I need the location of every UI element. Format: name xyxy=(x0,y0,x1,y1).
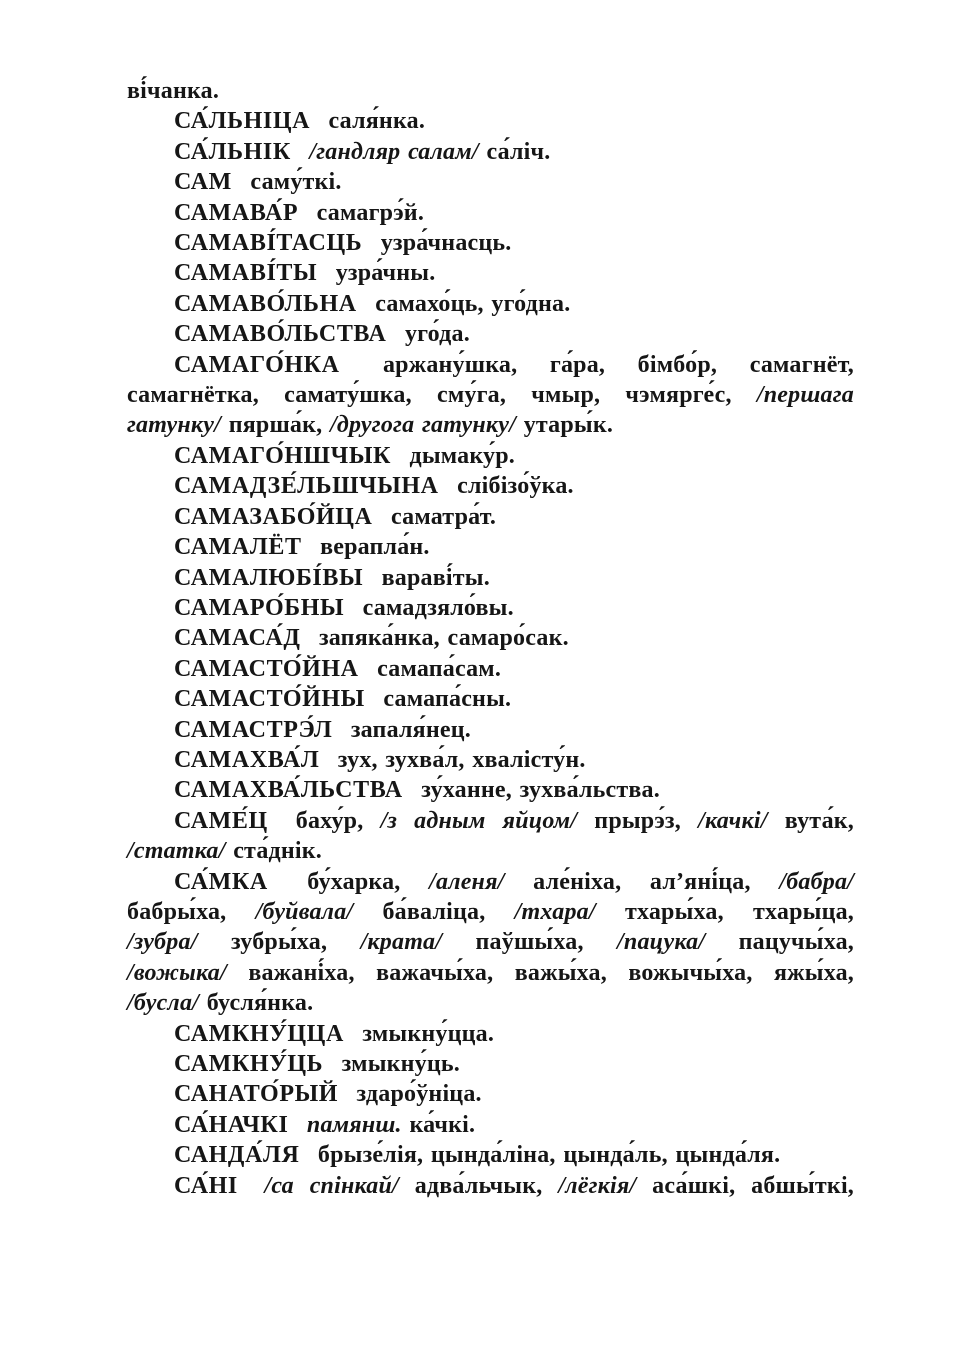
headword: САМАЛЁТ xyxy=(174,534,302,561)
headword: САМАГО́НШЧЫК xyxy=(174,442,391,469)
entry-line xyxy=(127,1049,854,1079)
entry-line xyxy=(127,806,854,836)
gloss-text: запаля́нец. xyxy=(350,716,471,743)
entry-line xyxy=(127,897,854,927)
entry-line xyxy=(127,380,854,410)
gloss-text: ста́днік. xyxy=(233,838,323,865)
gloss-text: вута́к, xyxy=(784,807,855,834)
gloss-text: запяка́нка, самаро́сак. xyxy=(318,625,569,652)
usage-context-label: /са спінкай/ xyxy=(264,1172,399,1199)
usage-context-label: /з адным яйцом/ xyxy=(380,807,578,834)
gloss-text: ка́чкі. xyxy=(409,1111,476,1138)
entry-line xyxy=(127,593,854,623)
entry-line xyxy=(127,1019,854,1049)
gloss-text: бусля́нка. xyxy=(206,990,314,1017)
gloss-text: важані́ха, важачы́ха, важы́ха, вожычы́ха, яжы́ха, xyxy=(248,959,855,986)
gloss-text: самахо́ць, уго́дна. xyxy=(375,290,571,317)
usage-context-label: гатунку/ xyxy=(127,412,221,439)
usage-context-label: /першага xyxy=(756,382,855,409)
usage-context-label: /крата/ xyxy=(360,929,443,956)
entry-line xyxy=(127,867,854,897)
gloss-text: змыкну́цца. xyxy=(362,1020,495,1047)
gloss-text: саля́нка. xyxy=(328,108,426,135)
headword: САМКНУ́ЦЬ xyxy=(174,1051,324,1077)
usage-context-label: /качкі/ xyxy=(698,807,768,834)
usage-context-label: /зубра/ xyxy=(127,929,198,956)
gloss-text: аса́шкі, абшы́ткі, xyxy=(652,1172,855,1199)
entry-line xyxy=(127,228,854,258)
gloss-text: вараві́ты. xyxy=(381,564,490,591)
headword: САМАВІ́ТЫ xyxy=(174,260,318,287)
gloss-text: тхары́ха, тхары́ца, xyxy=(624,898,854,925)
entry-line xyxy=(127,471,854,501)
headword: САМАСА́Д xyxy=(174,625,301,652)
entry-line xyxy=(127,1171,854,1201)
gloss-text: але́ніха, ал’яні́ца, xyxy=(533,868,751,895)
headword: САМАВА́Р xyxy=(174,199,299,226)
entry-line xyxy=(127,289,854,319)
gloss-text: слібізо́ўка. xyxy=(457,473,574,500)
gloss-text: адва́льчык, xyxy=(414,1172,543,1199)
gloss-text: здаро́ўніца. xyxy=(356,1081,482,1108)
entry-line xyxy=(127,654,854,684)
gloss-text: самагнётка, самату́шка, сму́га, чмыр, чэмярге́с, xyxy=(127,382,732,409)
headword: САМАХВА́ЛЬСТВА xyxy=(174,777,403,804)
gloss-text: са́ліч. xyxy=(486,138,551,165)
entry-line xyxy=(127,1140,854,1170)
gloss-text: пацучы́ха, xyxy=(738,929,855,956)
headword: САМАХВА́Л xyxy=(174,746,320,773)
gloss-text: бабры́ха, xyxy=(127,898,227,925)
usage-context-label: /вожыка/ xyxy=(127,959,227,986)
gloss-text: саматра́т. xyxy=(391,503,497,530)
text-block xyxy=(127,76,854,1201)
headword: САМАВІ́ТАСЦЬ xyxy=(174,230,363,257)
usage-context-label: /бусла/ xyxy=(127,990,200,1017)
gloss-text: уго́да. xyxy=(404,321,470,348)
entry-line xyxy=(127,319,854,349)
gloss-text: дымаку́р. xyxy=(409,442,515,469)
entry-line xyxy=(127,1110,854,1140)
entry-line xyxy=(127,76,854,106)
gloss-text: пярша́к, xyxy=(228,412,323,439)
headword: САМАСТО́ЙНА xyxy=(174,655,359,682)
headword: САМАЗАБО́ЙЦА xyxy=(174,503,373,530)
headword: САМАЛЮБІ́ВЫ xyxy=(174,564,364,591)
gloss-text: ві́чанка. xyxy=(127,78,220,104)
entry-line xyxy=(127,836,854,866)
usage-context-label: /аленя/ xyxy=(429,868,505,895)
headword: САМАГО́НКА xyxy=(174,351,340,378)
gloss-text: змыкну́ць. xyxy=(341,1051,461,1077)
entry-line xyxy=(127,927,854,957)
entry-line xyxy=(127,988,854,1018)
usage-context-label: /другога гатунку/ xyxy=(330,412,516,439)
gloss-text: ба́валіца, xyxy=(382,898,486,925)
headword: САНДА́ЛЯ xyxy=(174,1142,300,1169)
gloss-text: узра́чны. xyxy=(335,260,436,287)
gloss-text: аржану́шка, га́ра, бімбо́р, самагнёт, xyxy=(382,351,854,378)
headword: САМАВО́ЛЬСТВА xyxy=(174,321,387,348)
gloss-text: узра́чнасць. xyxy=(380,230,512,257)
entry-line xyxy=(127,441,854,471)
headword: СА́НІ xyxy=(174,1172,238,1199)
usage-context-label: /статка/ xyxy=(127,838,226,865)
usage-context-label: /лёгкія/ xyxy=(558,1172,637,1199)
gloss-text: верапла́н. xyxy=(320,534,430,561)
entry-line xyxy=(127,684,854,714)
entry-line xyxy=(127,775,854,805)
entry-line xyxy=(127,745,854,775)
usage-context-label: /тхара/ xyxy=(514,898,596,925)
headword: САМАСТРЭ́Л xyxy=(174,716,333,743)
headword: САМАВО́ЛЬНА xyxy=(174,290,357,317)
entry-line xyxy=(127,258,854,288)
gloss-text: зубры́ха, xyxy=(230,929,328,956)
headword: СА́ЛЬНІК xyxy=(174,138,291,165)
entry-line xyxy=(127,532,854,562)
headword: САМКНУ́ЦЦА xyxy=(174,1020,344,1047)
entry-line xyxy=(127,623,854,653)
gloss-text: зух, зухва́л, хвалісту́н. xyxy=(337,746,586,773)
entry-line xyxy=(127,106,854,136)
gloss-text: самапа́сам. xyxy=(377,655,502,682)
headword: САМАСТО́ЙНЫ xyxy=(174,686,365,713)
entry-line xyxy=(127,137,854,167)
gloss-text: баху́р, xyxy=(295,807,364,834)
usage-context-label: /гандляр салам/ xyxy=(309,138,479,165)
entry-line xyxy=(127,563,854,593)
gloss-text: саму́ткі. xyxy=(250,169,342,196)
entry-line xyxy=(127,198,854,228)
gloss-text: бу́харка, xyxy=(307,868,401,895)
entry-line xyxy=(127,1079,854,1109)
headword: САМАРО́БНЫ xyxy=(174,594,345,621)
headword: СА́МКА xyxy=(174,868,268,895)
usage-context-label: /пацука/ xyxy=(617,929,706,956)
usage-context-label: /буйвала/ xyxy=(255,898,354,925)
gloss-text: самагрэ́й. xyxy=(316,199,425,226)
gloss-text: утары́к. xyxy=(523,412,614,439)
usage-context-label: /бабра/ xyxy=(779,868,855,895)
entry-line xyxy=(127,715,854,745)
entry-line xyxy=(127,410,854,440)
headword: СА́НАЧКІ xyxy=(174,1111,289,1138)
gloss-text: самапа́сны. xyxy=(383,686,512,713)
entry-line xyxy=(127,958,854,988)
gloss-text: самадзяло́вы. xyxy=(362,594,514,621)
gloss-text: паўшы́ха, xyxy=(475,929,584,956)
headword: САМ xyxy=(174,169,232,196)
headword: САМАДЗЕ́ЛЬШЧЫНА xyxy=(174,473,439,500)
gloss-text: прырэ́з, xyxy=(594,807,681,834)
headword: САМЕ́Ц xyxy=(174,807,268,834)
gloss-text: зу́ханне, зухва́льства. xyxy=(421,777,660,804)
gloss-text: брызе́лія, цында́ліна, цында́ль, цында́ля. xyxy=(317,1142,781,1169)
entry-line xyxy=(127,502,854,532)
entry-line xyxy=(127,350,854,380)
usage-context-label: памянш. xyxy=(306,1111,402,1138)
headword: САНАТО́РЫЙ xyxy=(174,1081,339,1108)
entry-line xyxy=(127,167,854,197)
headword: СА́ЛЬНІЦА xyxy=(174,108,311,135)
